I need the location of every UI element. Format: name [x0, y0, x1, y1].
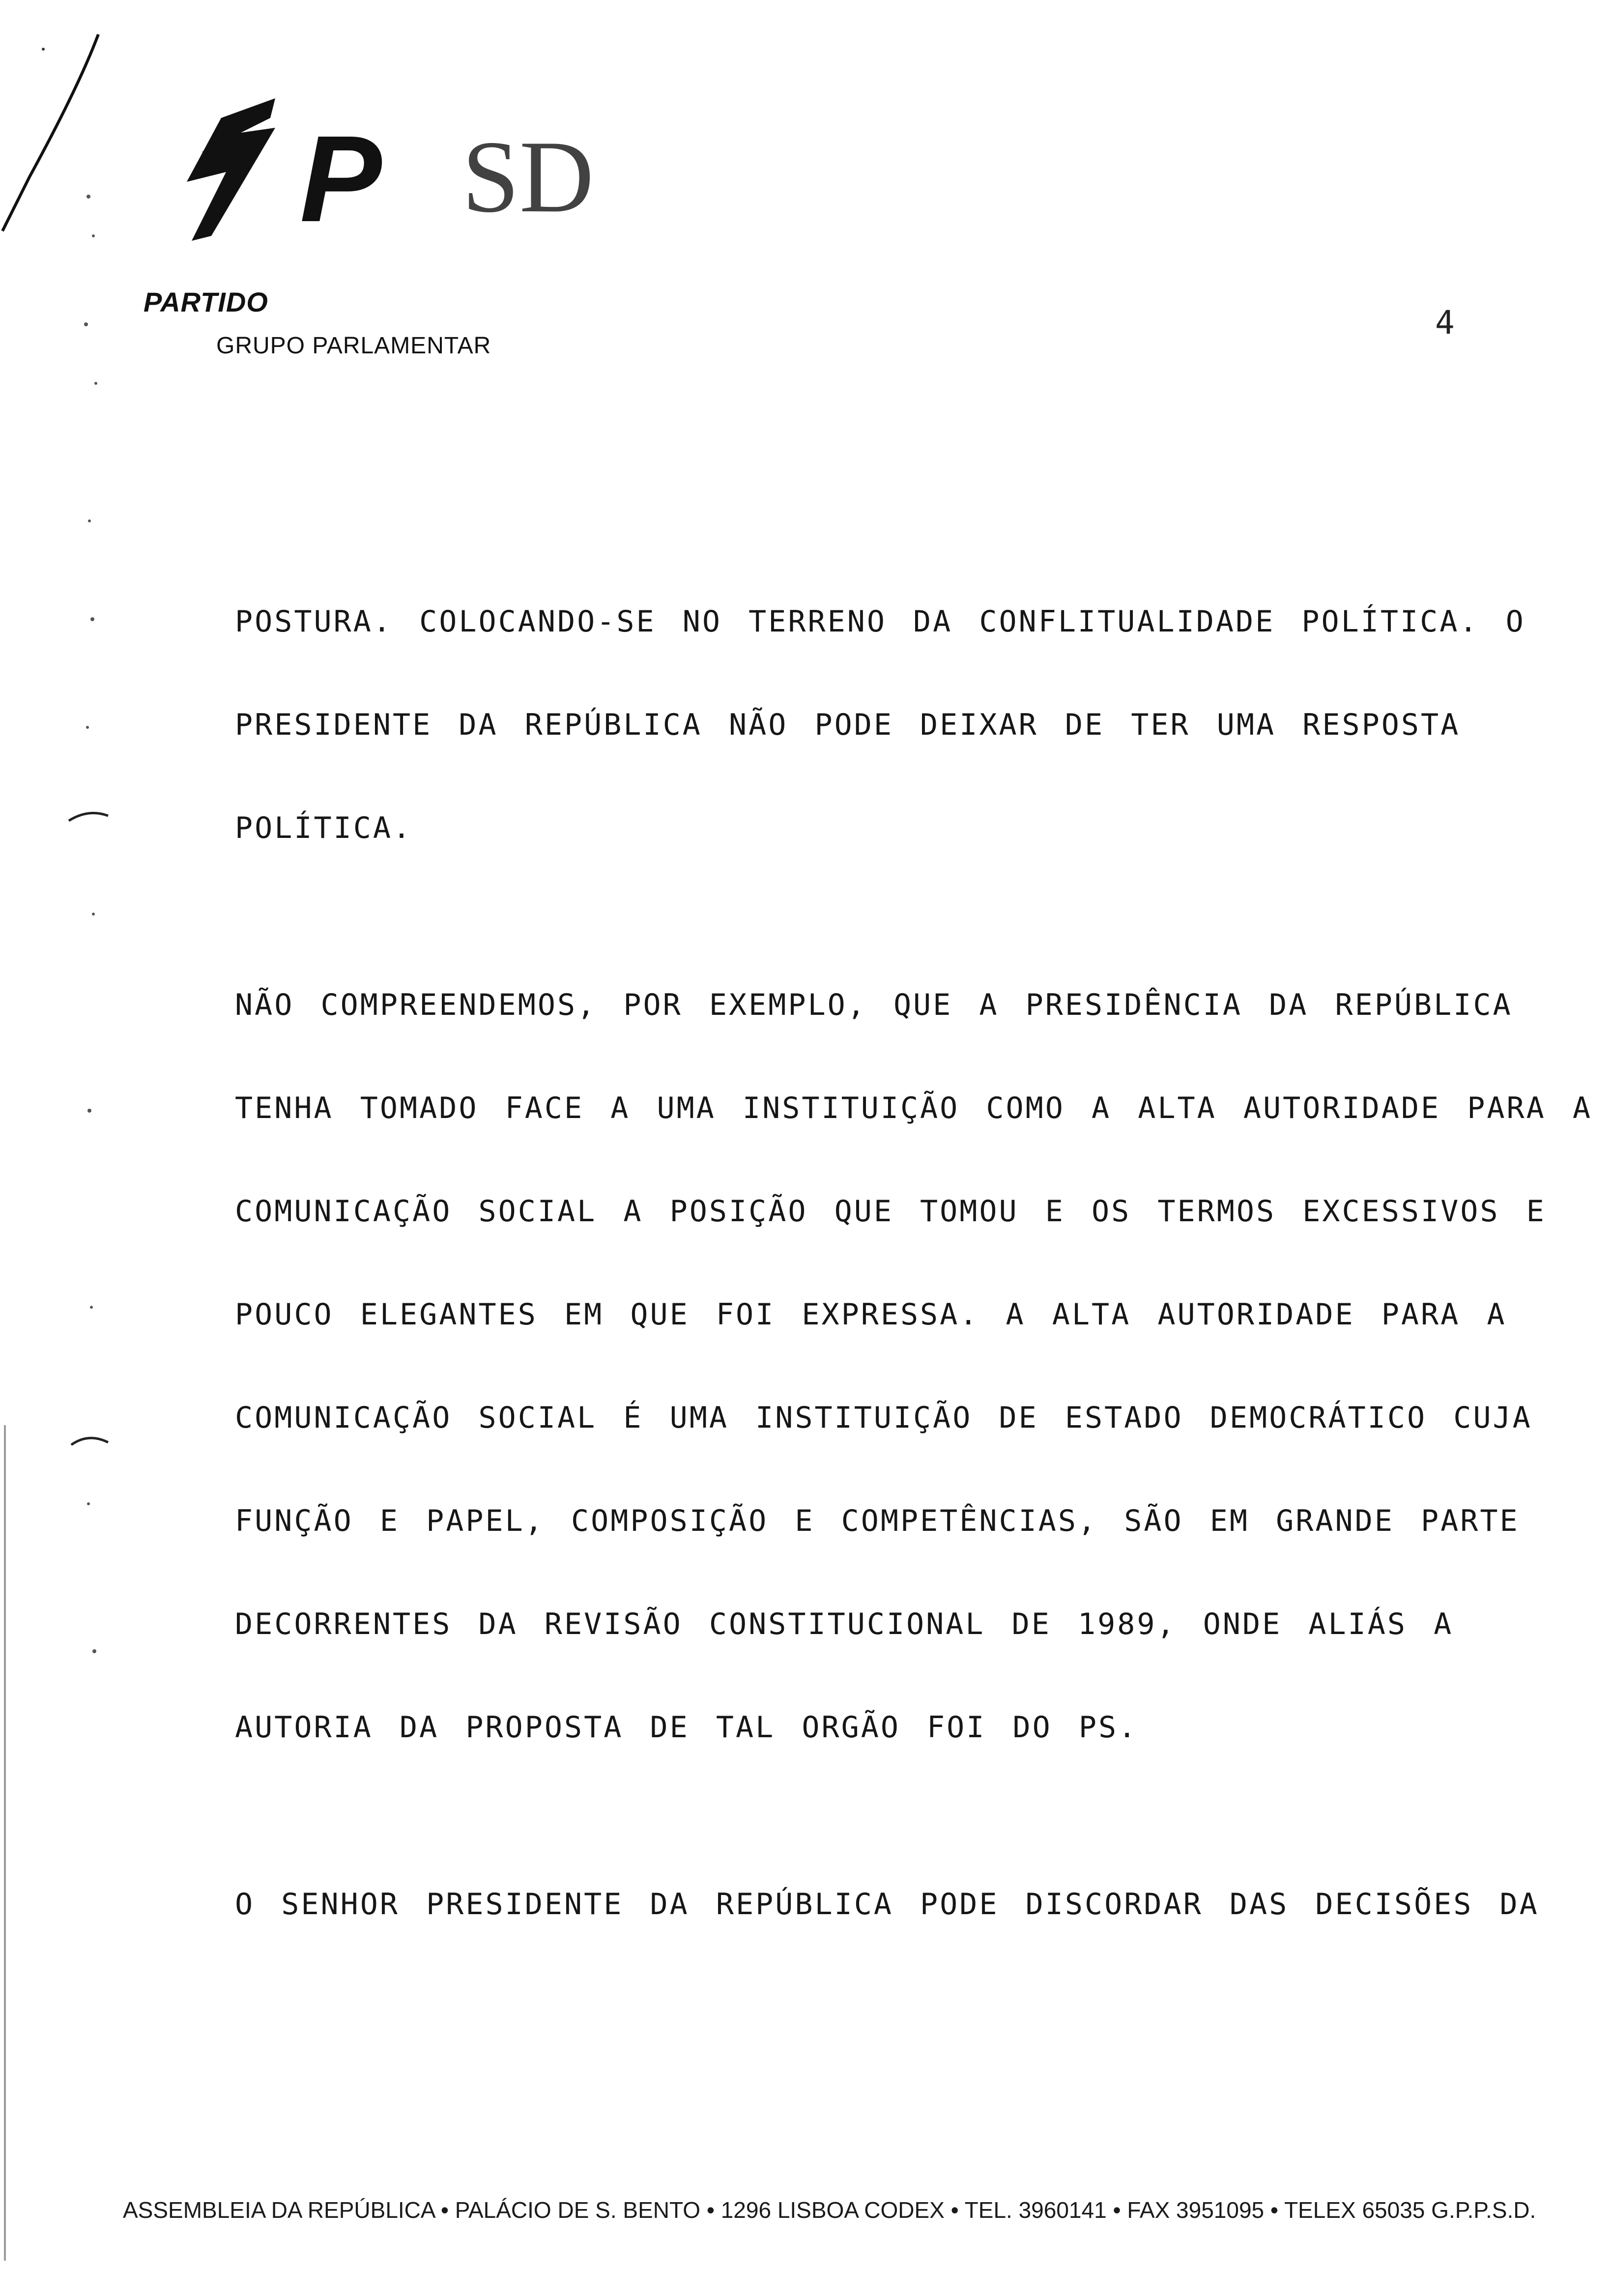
text-line: POSTURA. COLOCANDO-SE NO TERRENO DA CONFLITUALIDADE POLÍTICA. O [235, 604, 1526, 639]
text-line: COMUNICAÇÃO SOCIAL A POSIÇÃO QUE TOMOU E OS TERMOS EXCESSIVOS E [235, 1194, 1546, 1229]
text-line: POLÍTICA. [235, 811, 413, 845]
paragraph-1 [235, 604, 1562, 914]
scan-edge-line [4, 1425, 6, 2261]
text-line: DECORRENTES DA REVISÃO CONSTITUCIONAL DE 1989, ONDE ALIÁS A [235, 1607, 1454, 1641]
text-line: POUCO ELEGANTES EM QUE FOI EXPRESSA. A ALTA AUTORIDADE PARA A [235, 1297, 1507, 1332]
party-word: PARTIDO [144, 287, 268, 317]
text-line: COMUNICAÇÃO SOCIAL É UMA INSTITUIÇÃO DE ESTADO DEMOCRÁTICO CUJA [235, 1401, 1532, 1435]
letterhead-footer: ASSEMBLEIA DA REPÚBLICA • PALÁCIO DE S. BENTO • 1296 LISBOA CODEX • TEL. 3960141 • FAX 3951095 • TELEX 65035 G.P.P.S.D. [123, 2197, 1536, 2223]
party-logo [157, 98, 624, 280]
logo-overmark: SD [462, 120, 594, 234]
logo-letter: P [300, 110, 382, 247]
letter-body [235, 604, 1592, 1990]
torch-arrow-icon [187, 98, 275, 241]
paragraph-2 [235, 988, 1592, 1813]
text-line: PRESIDENTE DA REPÚBLICA NÃO PODE DEIXAR DE TER UMA RESPOSTA [235, 708, 1461, 742]
text-line: FUNÇÃO E PAPEL, COMPOSIÇÃO E COMPETÊNCIAS, SÃO EM GRANDE PARTE [235, 1504, 1520, 1538]
scan-specks [59, 177, 118, 1750]
text-line: O SENHOR PRESIDENTE DA REPÚBLICA PODE DISCORDAR DAS DECISÕES DA [235, 1887, 1539, 1922]
text-line: AUTORIA DA PROPOSTA DE TAL ORGÃO FOI DO PS. [235, 1710, 1138, 1745]
page-number: 4 [1435, 304, 1455, 342]
parliamentary-group-name: GRUPO PARLAMENTAR [216, 333, 491, 359]
text-line: TENHA TOMADO FACE A UMA INSTITUIÇÃO COMO A ALTA AUTORIDADE PARA A [235, 1091, 1592, 1125]
text-line: NÃO COMPREENDEMOS, POR EXEMPLO, QUE A PRESIDÊNCIA DA REPÚBLICA [235, 988, 1513, 1022]
paragraph-3 [235, 1887, 1562, 1990]
